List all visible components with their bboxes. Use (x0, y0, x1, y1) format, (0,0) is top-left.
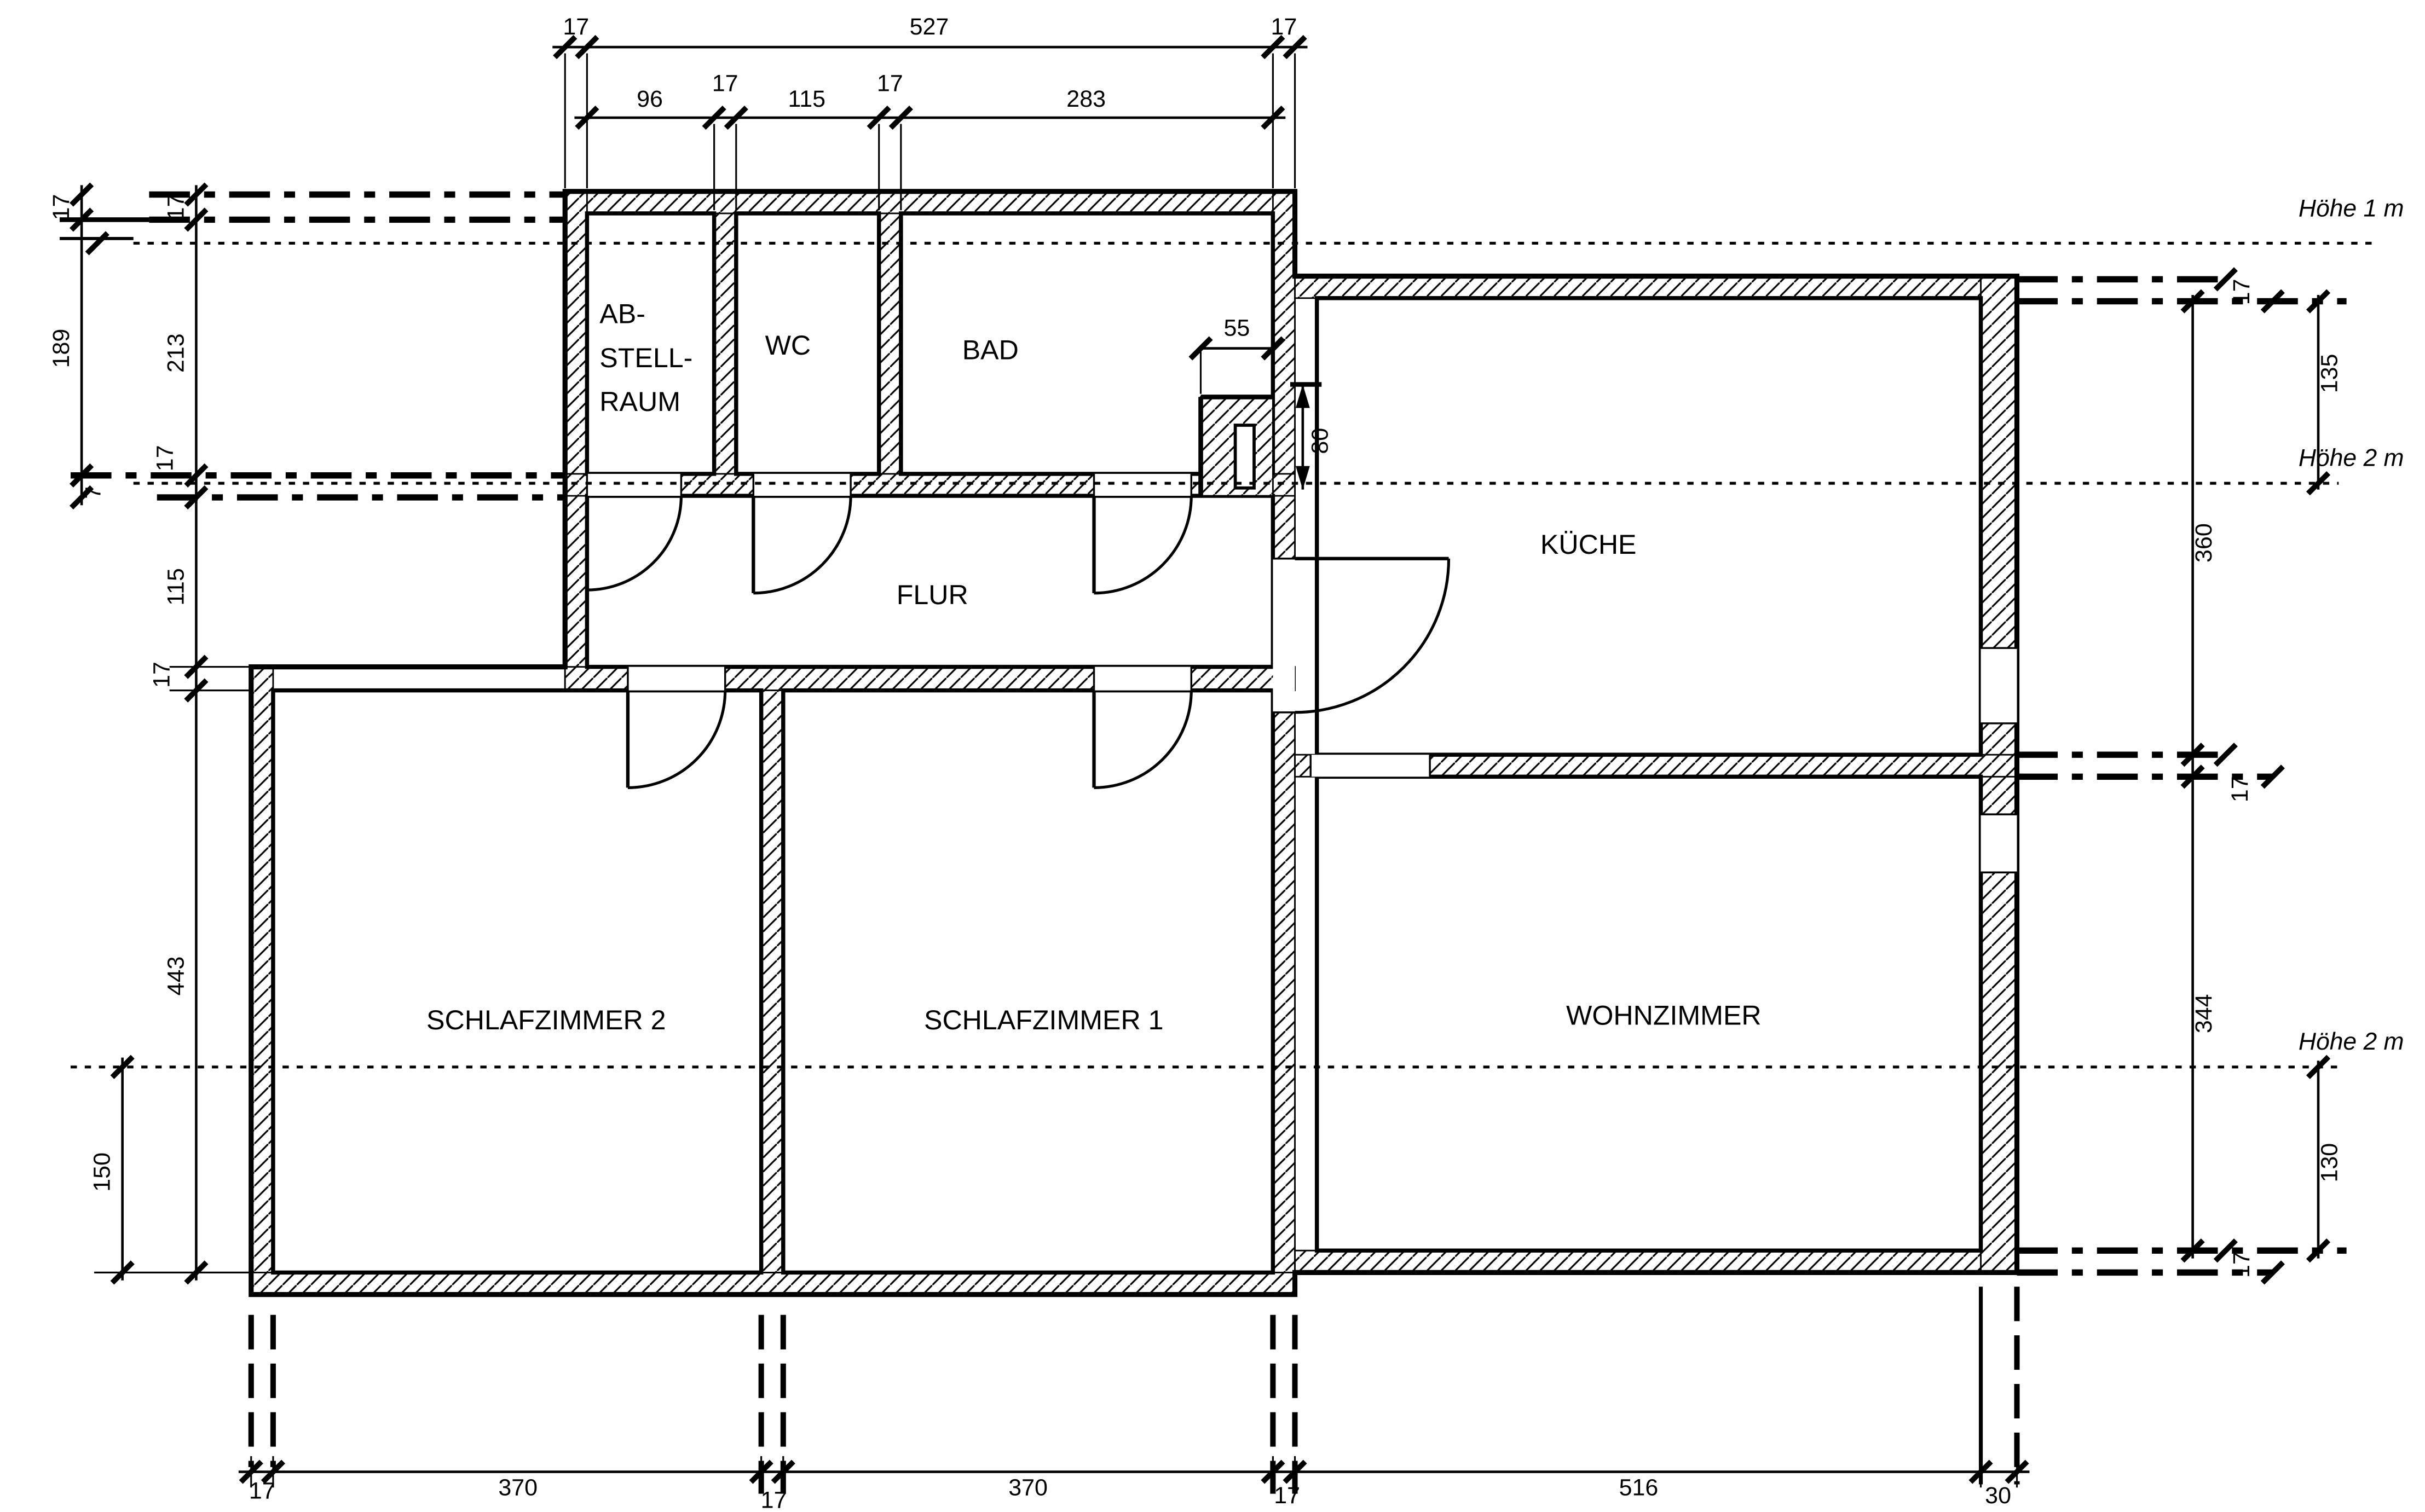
dim-label: 17 (163, 194, 189, 221)
room-label-abstellraum: STELL- (599, 342, 693, 373)
room-label-abstellraum: RAUM (599, 386, 681, 418)
dim-label: 96 (637, 85, 663, 112)
dim-label: 30 (1985, 1482, 2012, 1509)
dim-label: 17 (249, 1478, 275, 1504)
wall-kueche-top (1295, 276, 2017, 298)
room-label-schlafzimmer1: SCHLAFZIMMER 1 (923, 1004, 1164, 1035)
dim-label: 283 (1066, 85, 1106, 112)
dim-label: 135 (2316, 354, 2343, 393)
room-label-schlafzimmer2: SCHLAFZIMMER 2 (426, 1004, 666, 1035)
dim-label: 17 (48, 194, 75, 221)
wall-abstellraum-wc (714, 213, 736, 474)
room-label-abstellraum: AB- (599, 298, 645, 329)
dim-label: 17 (148, 662, 175, 688)
dim-label: 527 (909, 14, 949, 40)
dim-label: 370 (498, 1474, 538, 1501)
dim-label: 115 (788, 85, 826, 112)
dim-label: 150 (89, 1152, 116, 1192)
dim-label: 370 (1008, 1474, 1048, 1501)
dim-label: 17 (152, 445, 178, 472)
dim-label: 17 (712, 70, 738, 97)
dim-label: 17 (1274, 1482, 1301, 1509)
room-schlafzimmer1 (783, 691, 1273, 1273)
hoehe-2m-upper-label: Höhe 2 m (2298, 444, 2404, 472)
dim-label: 17 (2226, 776, 2253, 803)
wall-outer-bottom-wohnzimmer (1295, 1250, 2017, 1272)
dim-label: 516 (1619, 1474, 1659, 1501)
dim-label: 213 (163, 333, 189, 373)
room-kueche (1317, 298, 1981, 755)
room-label-wohnzimmer: WOHNZIMMER (1566, 1000, 1762, 1031)
dim-label: 443 (163, 956, 189, 996)
wall-wc-bad (879, 213, 901, 474)
wall-outer-bottom-bedrooms (251, 1272, 1295, 1294)
dim-label: 55 (1223, 315, 1250, 341)
hoehe-2m-lower-label: Höhe 2 m (2298, 1028, 2404, 1056)
room-label-kueche: KÜCHE (1540, 529, 1637, 560)
room-label-flur: FLUR (896, 579, 968, 610)
wall-schlafzimmer-divider (761, 691, 783, 1273)
dim-label: 130 (2316, 1143, 2343, 1183)
dim-label: 17 (2228, 279, 2255, 305)
dim-label: 17 (760, 1487, 787, 1511)
room-label-bad: BAD (962, 334, 1019, 366)
dim-label: 7 (80, 486, 106, 499)
hoehe-1m-label: Höhe 1 m (2298, 195, 2404, 222)
dim-label: 115 (163, 568, 189, 606)
wall-outer-left (251, 667, 273, 1295)
flue-slot (1235, 425, 1254, 488)
dim-label: 80 (1307, 427, 1333, 454)
dim-label: 17 (2228, 1252, 2255, 1278)
dim-label: 17 (1271, 14, 1297, 40)
wall-top-block-top (565, 192, 1295, 213)
wall-top-block-left (565, 192, 587, 691)
dim-label: 189 (48, 328, 75, 368)
bad-niche (1200, 397, 1273, 496)
dim-label: 360 (2191, 523, 2218, 563)
dim-label: 17 (876, 70, 903, 97)
room-schlafzimmer2 (273, 691, 761, 1273)
dim-label: 344 (2191, 994, 2218, 1034)
wall-center-vertical-lower (1273, 712, 1295, 1273)
dim-label: 17 (563, 14, 590, 40)
room-label-wc: WC (765, 330, 811, 361)
wall-center-vertical-upper (1273, 192, 1295, 559)
